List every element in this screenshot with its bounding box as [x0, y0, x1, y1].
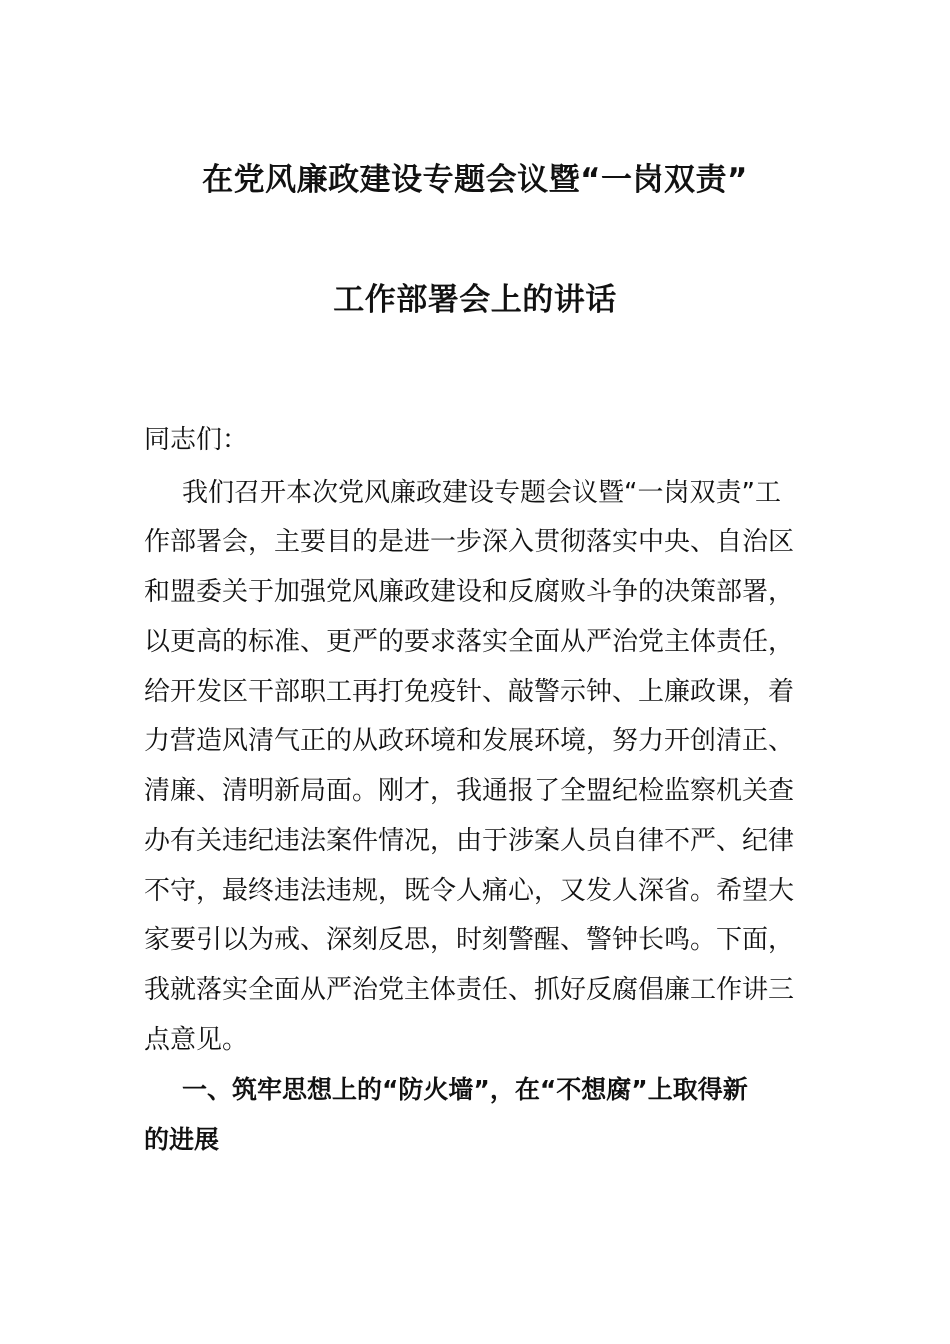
- paragraph-line: 和盟委关于加强党风廉政建设和反腐败斗争的决策部署，: [144, 577, 795, 607]
- section-heading-line-2: 的进展: [144, 1125, 220, 1154]
- paragraph-line: 点意见。: [144, 1025, 249, 1055]
- paragraph-line: 以更高的标准、更严的要求落实全面从严治党主体责任，: [144, 627, 795, 657]
- paragraph-line: 我就落实全面从严治党主体责任、抓好反腐倡廉工作讲三: [144, 975, 795, 1005]
- salutation: 同志们：: [144, 425, 249, 455]
- document-title-line-2: 工作部署会上的讲话: [333, 282, 617, 318]
- paragraph-line: 不守，最终违法违规，既令人痛心，又发人深省。希望大: [144, 876, 795, 906]
- paragraph-line: 给开发区干部职工再打免疫针、敲警示钟、上廉政课，着: [144, 677, 795, 707]
- paragraph-line: 力营造风清气正的从政环境和发展环境，努力开创清正、: [144, 726, 795, 756]
- paragraph-line: 家要引以为戒、深刻反思，时刻警醒、警钟长鸣。下面，: [144, 925, 795, 955]
- document-title-line-1: 在党风廉政建设专题会议暨“一岗双责”: [202, 162, 748, 198]
- paragraph-line: 我们召开本次党风廉政建设专题会议暨“一岗双责”工: [182, 478, 781, 508]
- paragraph-line: 办有关违纪违法案件情况，由于涉案人员自律不严、纪律: [144, 826, 795, 856]
- paragraph-line: 作部署会，主要目的是进一步深入贯彻落实中央、自治区: [144, 527, 795, 557]
- paragraph-line: 清廉、清明新局面。刚才，我通报了全盟纪检监察机关查: [144, 776, 795, 806]
- section-heading-line-1: 一、筑牢思想上的“防火墙”，在“不想腐”上取得新: [182, 1075, 748, 1104]
